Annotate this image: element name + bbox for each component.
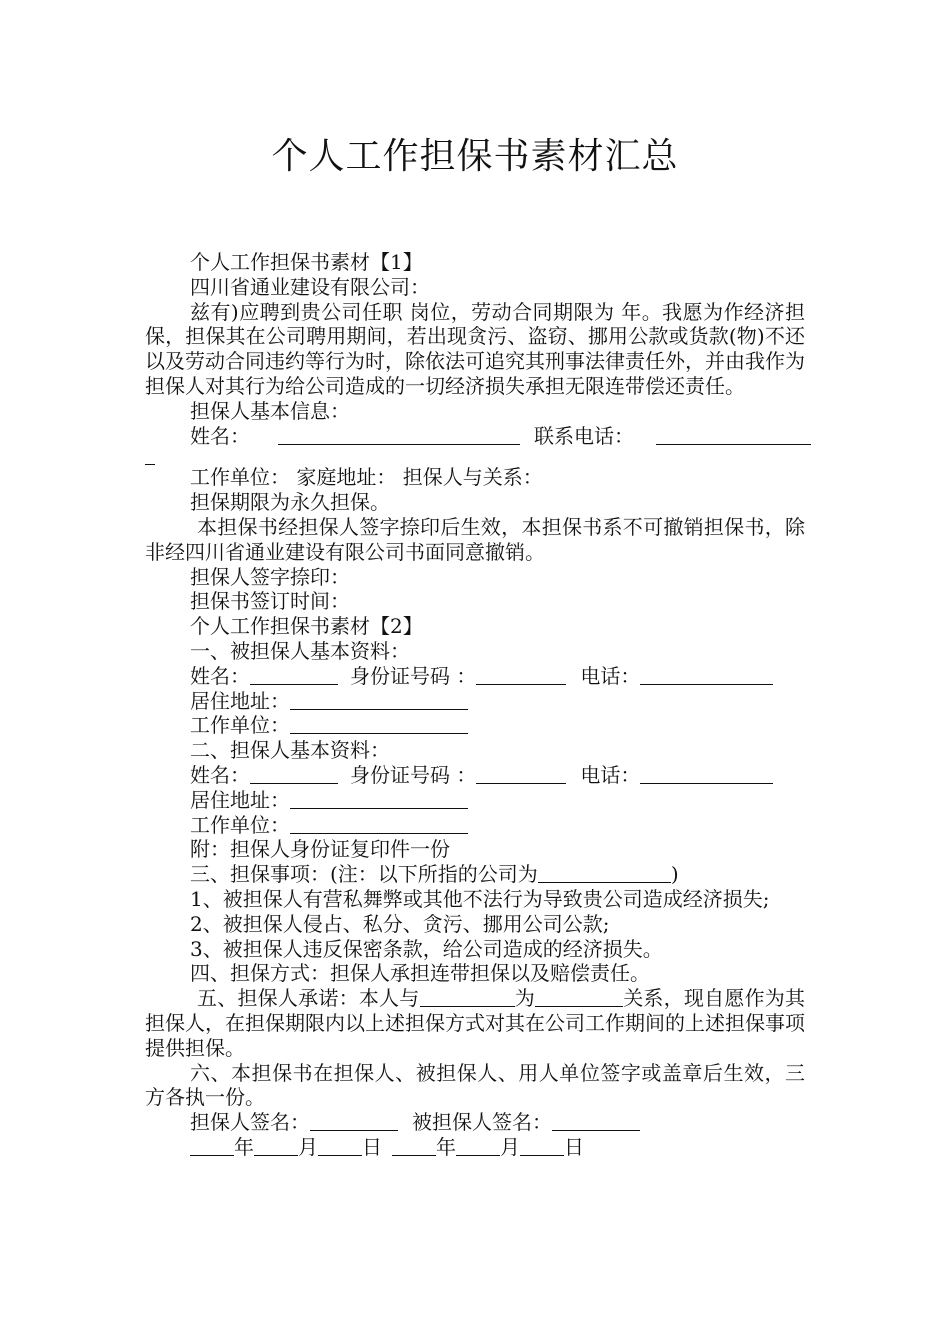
address-label: 居住地址： (190, 688, 290, 713)
tel-label: 电话： (580, 762, 641, 787)
subsection-heading: 一、被担保人基本资料： (190, 638, 410, 663)
work-label: 工作单位： (190, 713, 290, 738)
name-blank (250, 664, 338, 685)
date-line: 担保书签订时间： (190, 589, 350, 614)
day-label: 日 (362, 1134, 382, 1159)
day-blank (520, 1135, 564, 1156)
identity-line (145, 664, 805, 689)
info-label: 担保人基本信息： (190, 398, 350, 423)
commitment-b: 为 (514, 986, 535, 1011)
id-label: 身份证号码 ： (350, 762, 477, 787)
period-line: 担保期限为永久担保。 (190, 490, 390, 515)
month-label: 月 (298, 1134, 318, 1159)
work-label: 工作单位： (190, 812, 290, 837)
year-blank (190, 1135, 234, 1156)
work-line (145, 813, 805, 838)
commitment-c: 关系，现自愿作为其担保人，在担保期限内以上述担保方式对其在公司工作期间的上述担保事项提供担保。 (145, 986, 806, 1060)
phone-blank (656, 424, 811, 445)
paragraph: 本担保书经担保人签字捺印后生效，本担保书系不可撤销担保书，除非经四川省通业建设有限公司书面同意撤销。 (145, 514, 805, 564)
commitment-a: 五、担保人承诺：本人与 (197, 986, 420, 1011)
tel-blank (640, 664, 773, 685)
addressee: 四川省通业建设有限公司： (190, 274, 430, 299)
sign-line: 担保人签字捺印： (190, 564, 350, 589)
subsection-heading: 六、本担保书在担保人、被担保人、用人单位签字或盖章后生效，三方各执一份。 (145, 1060, 805, 1110)
year-blank (392, 1135, 436, 1156)
commitment-paragraph (145, 986, 805, 1060)
address-line (145, 689, 805, 714)
id-label: 身份证号码 ： (350, 663, 477, 688)
party-blank (420, 986, 515, 1007)
relation-blank (535, 986, 623, 1007)
name-label: 姓名： (190, 423, 250, 448)
month-blank (254, 1135, 298, 1156)
name-phone-line (145, 424, 805, 449)
name-blank (250, 763, 338, 784)
work-blank (290, 813, 468, 834)
document-title: 个人工作担保书素材汇总 (271, 136, 679, 177)
paragraph: 兹有)应聘到贵公司任职 岗位，劳动合同期限为 年。我愿为作经济担保，担保其在公司聘用期间，若出现贪污、盗窃、挪用公款或货款(物)不还以及劳动合同违约等行为时，除依法可追究其刑事法律责任外，并由我作为担保人对其行为给公司造成的一切经济损失承担无限连带偿还责任。 (145, 299, 805, 398)
guarantor-sign-label: 担保人签名： (190, 1110, 310, 1135)
attachment-line: 附：担保人身份证复印件一份 (190, 837, 450, 862)
info-line: 工作单位： 家庭地址： 担保人与关系： (190, 465, 543, 490)
day-blank (318, 1135, 362, 1156)
list-item: 1、被担保人有营私舞弊或其他不法行为导致贵公司造成经济损失; (190, 886, 770, 911)
guaranteed-sign-label: 被担保人签名： (412, 1110, 552, 1135)
guarantor-sign-blank (310, 1110, 398, 1131)
guaranteed-sign-blank (552, 1110, 640, 1131)
day-label: 日 (564, 1134, 584, 1159)
section-heading: 个人工作担保书素材【2】 (190, 614, 423, 639)
tel-blank (640, 763, 773, 784)
list-item: 2、被担保人侵占、私分、贪污、挪用公司公款; (190, 911, 610, 936)
name-blank (278, 424, 520, 445)
matters-prefix: 三、担保事项：(注：以下所指的公司为 (190, 862, 538, 887)
id-blank (476, 763, 566, 784)
work-line (145, 713, 805, 738)
subsection-heading: 二、担保人基本资料： (190, 738, 390, 763)
subsection-heading (145, 862, 805, 887)
work-blank (290, 713, 468, 734)
address-label: 居住地址： (190, 787, 290, 812)
name-label: 姓名： (190, 762, 250, 787)
document-body (145, 250, 805, 1160)
matters-suffix: ) (670, 862, 679, 887)
address-blank (290, 788, 468, 809)
year-label: 年 (234, 1134, 254, 1159)
name-label: 姓名： (190, 663, 250, 688)
id-blank (476, 664, 566, 685)
subsection-heading: 四、担保方式：担保人承担连带担保以及赔偿责任。 (190, 961, 650, 986)
phone-blank-tail (145, 448, 155, 465)
date-line (145, 1135, 805, 1160)
year-label: 年 (436, 1134, 456, 1159)
tel-label: 电话： (580, 663, 641, 688)
address-line (145, 788, 805, 813)
identity-line (145, 763, 805, 788)
list-item: 3、被担保人违反保密条款，给公司造成的经济损失。 (190, 936, 663, 961)
signature-line (145, 1110, 805, 1135)
month-label: 月 (500, 1134, 520, 1159)
month-blank (456, 1135, 500, 1156)
address-blank (290, 689, 468, 710)
phone-label: 联系电话： (534, 423, 634, 448)
section-heading: 个人工作担保书素材【1】 (190, 250, 423, 274)
company-blank (538, 862, 671, 883)
